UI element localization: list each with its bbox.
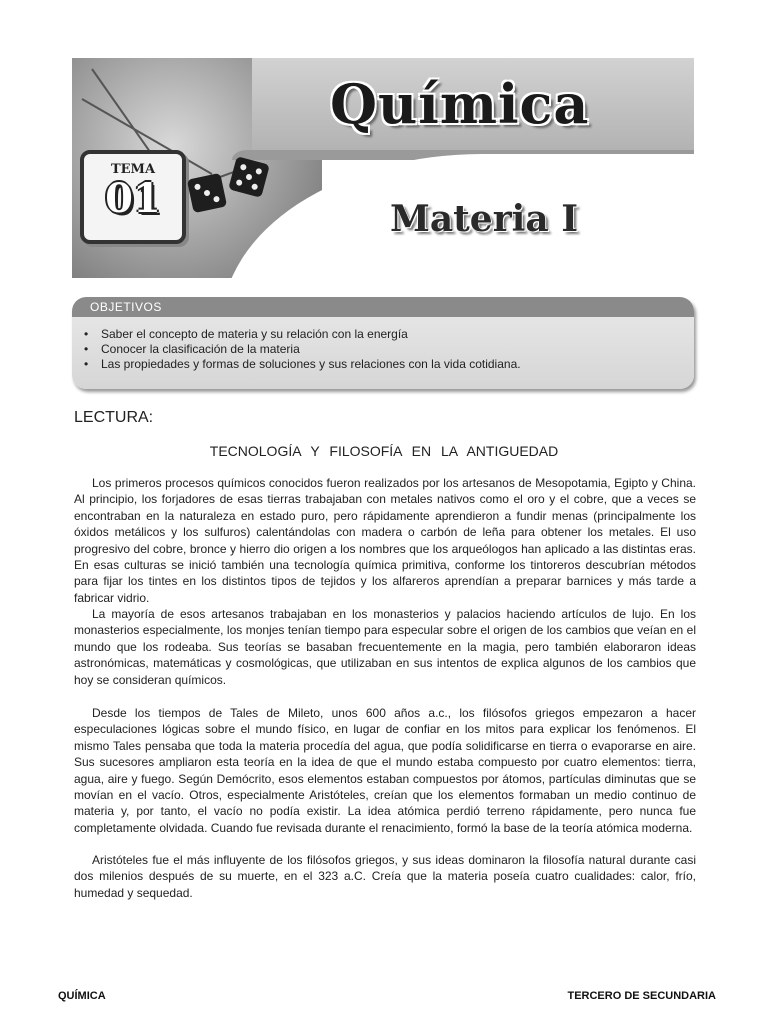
objective-item: • Saber el concepto de materia y su relación con la energía — [84, 327, 521, 342]
objectives-title: OBJETIVOS — [90, 300, 162, 314]
reading-paragraph: Los primeros procesos químicos conocidos fueron realizados por los artesanos de Mesopotamia, Egipto y China. Al principio, los forjadores de esas tierras trabajaban con metales nativos como el oro y el cobre, que a veces se encontraban en la naturaleza en estado puro, pero rápidamente aprendieron a fundir menas (principalmente los óxidos metálicos y los sulfuros) calentándolas con madera o carbón de leña para obtener los metales. El uso progresivo del cobre, bronce y hierro dio origen a los nombres que los arqueólogos han aplicado a las distintas eras. En esas culturas se inició también una tecnología química primitiva, conforme los tintoreros descubrían métodos para fijar los tintes en los distintos tipos de tejidos y los alfareros aprendían a preparar barnices y más tarde a fabricar vidrio. — [74, 476, 696, 605]
objective-item: • Las propiedades y formas de soluciones y sus relaciones con la vida cotidiana. — [84, 357, 521, 372]
footer-grade: TERCERO DE SECUNDARIA — [567, 990, 716, 1002]
header-banner — [72, 58, 694, 278]
tema-label: TEMA — [110, 162, 156, 177]
objective-item: • Conocer la clasificación de la materia — [84, 342, 521, 357]
reading-paragraph: Desde los tiempos de Tales de Mileto, unos 600 años a.c., los filósofos griegos empezaron a hacer especulaciones lógicas sobre el mundo físico, en lugar de confiar en los mitos para explicar los fenómenos. El mismo Tales pensaba que toda la materia procedía del agua, que podía solidificarse en tierra o evaporarse en aire. Sus sucesores ampliaron esta teoría en la idea de que el mundo estaba compuesto por cuatro elementos: tierra, agua, aire y fuego. Según Demócrito, esos elementos estaban compuestos por átomos, partículas diminutas que se movían en el vacío. Otros, especialmente Aristóteles, creían que los elementos formaban un medio continuo de materia y, por tanto, el vacío no podía existir. La idea atómica perdió terreno rápidamente, pero nunca fue completamente olvidada. Cuando fue revisada durante el renacimiento, formó la base de la teoría atómica moderna. — [74, 706, 696, 835]
objectives-list — [84, 327, 521, 372]
tema-badge — [80, 150, 186, 244]
topic-subtitle: Materia I — [390, 198, 579, 240]
objectives-box — [72, 297, 694, 389]
reading-paragraph: Aristóteles fue el más influyente de los filósofos griegos, y sus ideas dominaron la filosofía natural durante casi dos milenios después de su muerte, en el 323 a.C. Creía que la materia poseía cuatro cualidades: calor, frío, humedad y sequedad. — [74, 853, 696, 900]
reading-paragraph: La mayoría de esos artesanos trabajaban en los monasterios y palacios haciendo artículos de lujo. En los monasterios especialmente, los monjes tenían tiempo para especular sobre el origen de los cambios que veían en el mundo que los rodeaba. Sus teorías se basaban frecuentemente en la magia, pero también elaboraron ideas astronómicas, matemáticas y cosmológicas, que utilizaban en sus intentos de explica algunos de los cambios que hoy se consideran químicos. — [74, 607, 696, 687]
reading-label: LECTURA: — [74, 409, 154, 426]
footer-subject: QUÍMICA — [58, 990, 106, 1002]
objectives-header — [72, 297, 694, 317]
reading-title: TECNOLOGÍA Y FILOSOFÍA EN LA ANTIGUEDAD — [209, 443, 559, 459]
page-title: Química — [330, 72, 590, 136]
tema-number: 01 — [105, 175, 161, 222]
dice-icon — [187, 173, 227, 213]
